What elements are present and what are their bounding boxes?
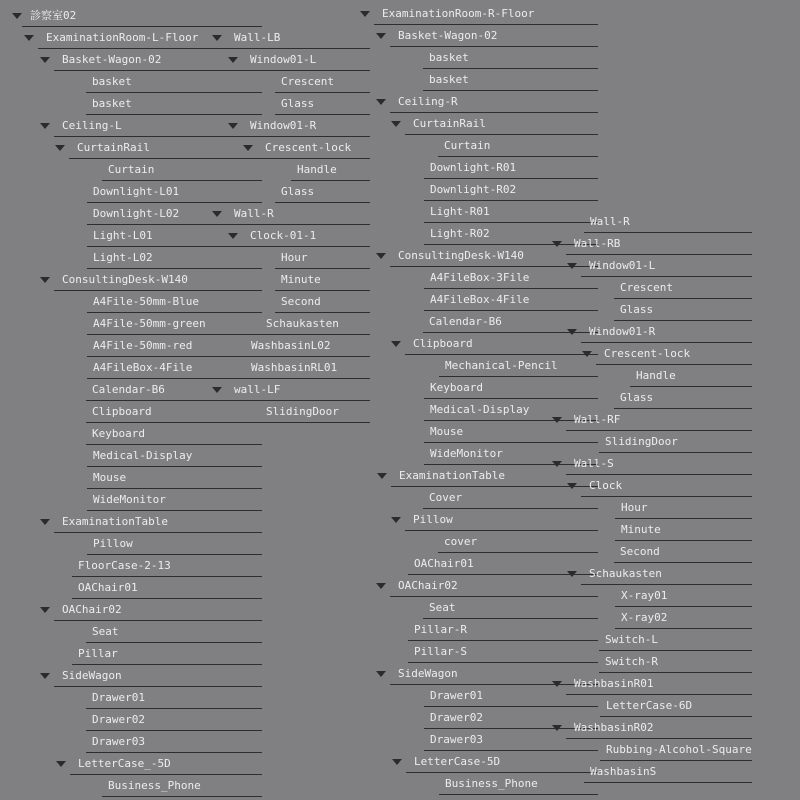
expand-triangle-icon[interactable] <box>12 13 22 19</box>
tree-node-mechanical-pencil[interactable] <box>439 355 598 377</box>
tree-node-glass[interactable] <box>614 387 752 409</box>
tree-node-a4filebox-3file[interactable] <box>424 267 598 289</box>
tree-node-label: OAChair01 <box>78 581 138 594</box>
tree-node-label: Basket-Wagon-02 <box>398 29 498 42</box>
tree-node-light-r01[interactable] <box>424 201 598 223</box>
tree-node-label: Ceiling-L <box>62 119 122 132</box>
tree-node-label: Second <box>281 295 321 308</box>
expand-triangle-icon[interactable] <box>40 673 50 679</box>
expand-triangle-icon[interactable] <box>55 145 65 151</box>
tree-node-washbasinrl01[interactable] <box>245 357 370 379</box>
tree-node-switch-r[interactable] <box>599 651 752 673</box>
tree-node-a4file-50mm-red[interactable] <box>87 335 262 357</box>
tree-node-label: Switch-L <box>605 633 658 646</box>
tree-node-label: Downlight-R01 <box>430 161 517 174</box>
tree-node-label: Wall-RB <box>574 237 621 250</box>
expand-triangle-icon[interactable] <box>391 517 401 523</box>
tree-node-slidingdoor[interactable] <box>599 431 752 453</box>
tree-node-label: WashbasinRL01 <box>251 361 338 374</box>
tree-node-label: Wall-R <box>234 207 274 220</box>
tree-node-crescent[interactable] <box>275 71 370 93</box>
tree-node-label: basket <box>92 75 132 88</box>
tree-node-a4file-50mm-blue[interactable] <box>87 291 262 313</box>
tree-node-label: X-ray01 <box>621 589 668 602</box>
tree-node-label: Downlight-L01 <box>93 185 180 198</box>
tree-node-label: Wall-R <box>590 215 630 228</box>
expand-triangle-icon[interactable] <box>376 253 386 259</box>
tree-node-label: SideWagon <box>398 667 458 680</box>
tree-node-label: Clipboard <box>92 405 152 418</box>
tree-node-label: OAChair02 <box>398 579 458 592</box>
tree-node-label: SlidingDoor <box>605 435 678 448</box>
tree-node-schaukasten[interactable] <box>581 563 752 585</box>
tree-node-label: WashbasinL02 <box>251 339 331 352</box>
expand-triangle-icon[interactable] <box>391 121 401 127</box>
tree-node-label: Crescent <box>620 281 673 294</box>
tree-node-crescent[interactable] <box>614 277 752 299</box>
tree-node-label: Second <box>620 545 660 558</box>
tree-node-label: Seat <box>92 625 119 638</box>
tree-node-label: Wall-LB <box>234 31 281 44</box>
tree-node-label: Handle <box>297 163 337 176</box>
tree-node-label: Crescent-lock <box>604 347 691 360</box>
tree-node-label: LetterCase_-5D <box>78 757 171 770</box>
tree-node-label: Pillow <box>93 537 133 550</box>
tree-node-rubbing-alcohol-square[interactable] <box>600 739 752 761</box>
tree-node-washbasinr02[interactable] <box>566 717 752 739</box>
tree-node-schaukasten[interactable] <box>260 313 370 335</box>
tree-node-label: A4FileBox-3File <box>430 271 530 284</box>
expand-triangle-icon[interactable] <box>376 33 386 39</box>
tree-node-label: Drawer01 <box>92 691 145 704</box>
tree-node-label: basket <box>429 51 469 64</box>
tree-node-mouse[interactable] <box>87 467 262 489</box>
expand-triangle-icon[interactable] <box>40 123 50 129</box>
tree-node-label: ExaminationRoom-R-Floor <box>382 7 535 20</box>
tree-node-floorcase-2-13[interactable] <box>72 555 262 577</box>
expand-triangle-icon[interactable] <box>212 35 222 41</box>
tree-node-label: Clock-01-1 <box>250 229 317 242</box>
tree-node-label: Light-R02 <box>430 227 490 240</box>
tree-node-label: Schaukasten <box>266 317 339 330</box>
tree-node-wall-rf[interactable] <box>566 409 752 431</box>
tree-node-label: Light-L01 <box>93 229 153 242</box>
expand-triangle-icon[interactable] <box>228 57 238 63</box>
expand-triangle-icon[interactable] <box>56 761 66 767</box>
tree-node-examinationtable[interactable] <box>54 511 262 533</box>
tree-node-label: Pillar-R <box>414 623 467 636</box>
tree-node-label: A4File-50mm-red <box>93 339 193 352</box>
tree-node-x-ray02[interactable] <box>615 607 752 629</box>
tree-node-label: Downlight-R02 <box>430 183 517 196</box>
tree-node-label: FloorCase-2-13 <box>78 559 171 572</box>
tree-node-label: SideWagon <box>62 669 122 682</box>
expand-triangle-icon[interactable] <box>567 483 577 489</box>
tree-node-02[interactable] <box>22 5 262 27</box>
tree-node-label: Minute <box>281 273 321 286</box>
expand-triangle-icon[interactable] <box>552 461 562 467</box>
tree-node-hour[interactable] <box>275 247 370 269</box>
tree-node-keyboard[interactable] <box>86 423 262 445</box>
tree-node-label: CurtainRail <box>413 117 486 130</box>
tree-node-pillow[interactable] <box>405 509 598 531</box>
tree-node-label: Drawer03 <box>430 733 483 746</box>
tree-node-label: Glass <box>281 185 315 198</box>
tree-node-label: Wall-RF <box>574 413 621 426</box>
tree-node-business-phone[interactable] <box>439 773 598 795</box>
tree-node-lettercase-5d[interactable] <box>406 751 598 773</box>
tree-node-pillow[interactable] <box>87 533 262 555</box>
tree-node-label: 診察室02 <box>30 9 77 22</box>
tree-node-curtain[interactable] <box>438 135 598 157</box>
expand-triangle-icon[interactable] <box>376 671 386 677</box>
tree-node-cover[interactable] <box>423 487 598 509</box>
tree-node-wall-rb[interactable] <box>566 233 752 255</box>
tree-node-medical-display[interactable] <box>87 445 262 467</box>
tree-node-crescent-lock[interactable] <box>257 137 370 159</box>
expand-triangle-icon[interactable] <box>552 241 562 247</box>
tree-node-label: Crescent <box>281 75 334 88</box>
expand-triangle-icon[interactable] <box>360 11 370 17</box>
tree-node-keyboard[interactable] <box>424 377 598 399</box>
tree-node-label: Pillar <box>78 647 118 660</box>
tree-node-drawer03[interactable] <box>86 731 262 753</box>
tree-node-second[interactable] <box>275 291 370 313</box>
tree-node-label: Keyboard <box>430 381 483 394</box>
tree-node-lettercase-5d[interactable] <box>70 753 262 775</box>
tree-node-label: ConsultingDesk-W140 <box>398 249 524 262</box>
expand-triangle-icon[interactable] <box>228 233 238 239</box>
tree-node-label: Drawer03 <box>92 735 145 748</box>
tree-node-wall-lf[interactable] <box>226 379 370 401</box>
tree-node-label: Light-L02 <box>93 251 153 264</box>
tree-node-oachair01[interactable] <box>72 577 262 599</box>
tree-node-label: WashbasinR02 <box>574 721 654 734</box>
tree-node-business-phone[interactable] <box>102 775 262 797</box>
tree-node-label: WideMonitor <box>93 493 166 506</box>
tree-node-curtain[interactable] <box>102 159 262 181</box>
tree-node-label: Keyboard <box>92 427 145 440</box>
expand-triangle-icon[interactable] <box>552 725 562 731</box>
tree-node-label: Switch-R <box>605 655 658 668</box>
tree-node-handle[interactable] <box>291 159 370 181</box>
tree-node-label: ExaminationRoom-L-Floor <box>46 31 199 44</box>
tree-node-window01-l[interactable] <box>242 49 370 71</box>
tree-node-seat[interactable] <box>423 597 598 619</box>
tree-node-label: A4FileBox-4File <box>430 293 530 306</box>
tree-node-downlight-l01[interactable] <box>87 181 262 203</box>
tree-node-label: LetterCase-6D <box>606 699 693 712</box>
tree-node-label: basket <box>92 97 132 110</box>
tree-node-label: LetterCase-5D <box>414 755 501 768</box>
tree-node-washbasinl02[interactable] <box>245 335 370 357</box>
expand-triangle-icon[interactable] <box>40 607 50 613</box>
tree-node-wall-r[interactable] <box>584 211 752 233</box>
tree-node-minute[interactable] <box>615 519 752 541</box>
tree-node-label: Glass <box>620 303 654 316</box>
expand-triangle-icon[interactable] <box>40 57 50 63</box>
tree-node-hour[interactable] <box>615 497 752 519</box>
tree-node-wall-s[interactable] <box>566 453 752 475</box>
tree-node-label: Ceiling-R <box>398 95 458 108</box>
tree-node-label: Hour <box>281 251 308 264</box>
tree-node-label: OAChair02 <box>62 603 122 616</box>
tree-node-light-l02[interactable] <box>87 247 262 269</box>
tree-node-handle[interactable] <box>630 365 752 387</box>
tree-node-label: Business_Phone <box>445 777 538 790</box>
tree-node-label: ExaminationTable <box>399 469 505 482</box>
expand-triangle-icon[interactable] <box>40 277 50 283</box>
tree-node-label: Pillow <box>413 513 453 526</box>
tree-node-label: Schaukasten <box>589 567 662 580</box>
tree-node-label: Window01-R <box>250 119 317 132</box>
tree-node-ceiling-r[interactable] <box>390 91 598 113</box>
tree-node-sidewagon[interactable] <box>54 665 262 687</box>
tree-node-label: Glass <box>620 391 654 404</box>
tree-node-label: OAChair01 <box>414 557 474 570</box>
tree-node-label: Glass <box>281 97 315 110</box>
tree-node-label: Curtain <box>108 163 155 176</box>
expand-triangle-icon[interactable] <box>377 473 387 479</box>
tree-node-oachair02[interactable] <box>390 575 598 597</box>
tree-node-label: Medical-Display <box>93 449 193 462</box>
expand-triangle-icon[interactable] <box>212 387 222 393</box>
tree-node-label: basket <box>429 73 469 86</box>
tree-node-label: SlidingDoor <box>266 405 339 418</box>
tree-node-label: Mouse <box>430 425 464 438</box>
tree-node-label: X-ray02 <box>621 611 668 624</box>
tree-node-label: Basket-Wagon-02 <box>62 53 162 66</box>
tree-node-glass[interactable] <box>275 181 370 203</box>
tree-node-oachair02[interactable] <box>54 599 262 621</box>
tree-node-a4file-50mm-green[interactable] <box>87 313 262 335</box>
tree-node-label: cover <box>444 535 478 548</box>
tree-node-pillar-r[interactable] <box>408 619 598 641</box>
tree-node-washbasinr01[interactable] <box>566 673 752 695</box>
tree-node-washbasins[interactable] <box>584 761 752 783</box>
tree-node-label: Calendar-B6 <box>92 383 165 396</box>
tree-node-label: Calendar-B6 <box>429 315 502 328</box>
tree-node-label: CurtainRail <box>77 141 150 154</box>
tree-node-drawer01[interactable] <box>86 687 262 709</box>
tree-node-label: wall-LF <box>234 383 281 396</box>
expand-triangle-icon[interactable] <box>376 99 386 105</box>
tree-node-downlight-r02[interactable] <box>424 179 598 201</box>
tree-node-consultingdesk-w140[interactable] <box>54 269 262 291</box>
tree-node-label: Business_Phone <box>108 779 201 792</box>
tree-node-minute[interactable] <box>275 269 370 291</box>
expand-triangle-icon[interactable] <box>582 351 592 357</box>
tree-node-pillar[interactable] <box>72 643 262 665</box>
tree-node-glass[interactable] <box>614 299 752 321</box>
tree-node-basket[interactable] <box>86 93 262 115</box>
tree-node-basket[interactable] <box>86 71 262 93</box>
tree-node-clipboard[interactable] <box>86 401 262 423</box>
tree-node-x-ray01[interactable] <box>615 585 752 607</box>
tree-node-examinationroom-r-floor[interactable] <box>374 3 598 25</box>
tree-node-label: WashbasinR01 <box>574 677 654 690</box>
tree-node-label: Curtain <box>444 139 491 152</box>
tree-node-label: Clock <box>589 479 623 492</box>
tree-node-pillar-s[interactable] <box>408 641 598 663</box>
expand-triangle-icon[interactable] <box>243 145 253 151</box>
tree-node-clock[interactable] <box>581 475 752 497</box>
tree-node-downlight-r01[interactable] <box>424 157 598 179</box>
tree-node-basket[interactable] <box>423 69 598 91</box>
expand-triangle-icon[interactable] <box>392 759 402 765</box>
expand-triangle-icon[interactable] <box>40 519 50 525</box>
tree-node-label: Medical-Display <box>430 403 530 416</box>
tree-node-label: WashbasinS <box>590 765 657 778</box>
expand-triangle-icon[interactable] <box>552 417 562 423</box>
tree-node-slidingdoor[interactable] <box>260 401 370 423</box>
tree-node-label: Mouse <box>93 471 127 484</box>
expand-triangle-icon[interactable] <box>567 571 577 577</box>
tree-node-crescent-lock[interactable] <box>596 343 752 365</box>
tree-node-clock-01-1[interactable] <box>242 225 370 247</box>
tree-node-window01-r[interactable] <box>242 115 370 137</box>
tree-node-label: Window01-L <box>250 53 317 66</box>
tree-node-label: Minute <box>621 523 661 536</box>
tree-node-label: Drawer02 <box>92 713 145 726</box>
tree-node-label: Rubbing-Alcohol-Square <box>606 743 752 756</box>
expand-triangle-icon[interactable] <box>391 341 401 347</box>
tree-node-a4filebox-4file[interactable] <box>424 289 598 311</box>
tree-node-drawer02[interactable] <box>86 709 262 731</box>
tree-node-glass[interactable] <box>275 93 370 115</box>
expand-triangle-icon[interactable] <box>567 329 577 335</box>
tree-node-label: Crescent-lock <box>265 141 352 154</box>
tree-node-label: ExaminationTable <box>62 515 168 528</box>
tree-node-label: ConsultingDesk-W140 <box>62 273 188 286</box>
tree-node-window01-r[interactable] <box>581 321 752 343</box>
expand-triangle-icon[interactable] <box>24 35 34 41</box>
tree-node-label: A4FileBox-4File <box>93 361 193 374</box>
tree-node-curtainrail[interactable] <box>405 113 598 135</box>
expand-triangle-icon[interactable] <box>567 263 577 269</box>
tree-node-label: Seat <box>429 601 456 614</box>
tree-node-label: Mechanical-Pencil <box>445 359 558 372</box>
tree-node-label: Drawer02 <box>430 711 483 724</box>
expand-triangle-icon[interactable] <box>212 211 222 217</box>
expand-triangle-icon[interactable] <box>552 681 562 687</box>
tree-node-window01-l[interactable] <box>581 255 752 277</box>
tree-node-label: Clipboard <box>413 337 473 350</box>
tree-node-label: Hour <box>621 501 648 514</box>
tree-node-widemonitor[interactable] <box>87 489 262 511</box>
tree-node-label: Downlight-L02 <box>93 207 180 220</box>
tree-node-switch-l[interactable] <box>599 629 752 651</box>
tree-node-cover[interactable] <box>438 531 598 553</box>
tree-node-label: Window01-R <box>589 325 656 338</box>
expand-triangle-icon[interactable] <box>376 583 386 589</box>
tree-node-label: A4File-50mm-green <box>93 317 206 330</box>
tree-node-a4filebox-4file[interactable] <box>87 357 262 379</box>
tree-node-label: A4File-50mm-Blue <box>93 295 199 308</box>
expand-triangle-icon[interactable] <box>228 123 238 129</box>
tree-node-label: WideMonitor <box>430 447 503 460</box>
tree-node-label: Window01-L <box>589 259 656 272</box>
tree-node-label: Handle <box>636 369 676 382</box>
tree-node-label: Cover <box>429 491 463 504</box>
tree-node-wall-r[interactable] <box>226 203 370 225</box>
tree-node-seat[interactable] <box>86 621 262 643</box>
tree-node-curtainrail[interactable] <box>69 137 262 159</box>
tree-node-label: Wall-S <box>574 457 614 470</box>
tree-node-basket-wagon-02[interactable] <box>390 25 598 47</box>
tree-node-lettercase-6d[interactable] <box>600 695 752 717</box>
tree-node-second[interactable] <box>614 541 752 563</box>
tree-node-clipboard[interactable] <box>405 333 598 355</box>
tree-node-label: Pillar-S <box>414 645 467 658</box>
tree-node-label: Drawer01 <box>430 689 483 702</box>
tree-node-basket[interactable] <box>423 47 598 69</box>
tree-node-wall-lb[interactable] <box>226 27 370 49</box>
tree-node-label: Light-R01 <box>430 205 490 218</box>
